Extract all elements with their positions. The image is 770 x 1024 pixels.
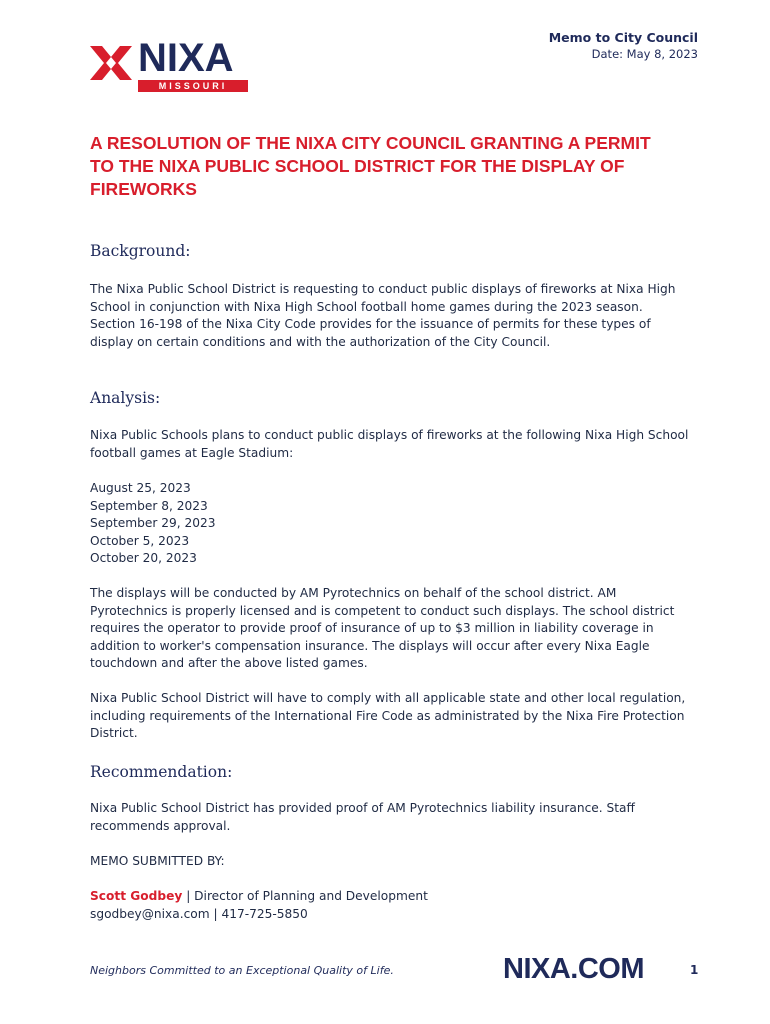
date-item: September 29, 2023 [90,516,216,530]
nixa-star-icon [88,40,134,86]
analysis-heading: Analysis: [90,389,161,407]
background-heading: Background: [90,242,191,260]
date-item: October 20, 2023 [90,551,197,565]
date-item: August 25, 2023 [90,481,191,495]
resolution-title: A RESOLUTION OF THE NIXA CITY COUNCIL GRANTING A PERMIT TO THE NIXA PUBLIC SCHOOL DISTRICT FOR THE DISPLAY OF FIREWORKS [90,133,651,199]
fireworks-date-list [90,480,216,568]
submitted-by-label: MEMO SUBMITTED BY: [90,854,225,868]
footer-tagline: Neighbors Committed to an Exceptional Quality of Life. [90,964,394,977]
nixa-logo [88,36,252,96]
memo-date: Date: May 8, 2023 [591,47,698,61]
memo-title: Memo to City Council [548,30,698,45]
date-item: September 8, 2023 [90,498,208,513]
date-item: October 5, 2023 [90,533,190,548]
memo-header [549,30,698,62]
background-text: The Nixa Public School District is requesting to conduct public displays of fireworks at Nixa High School in conjunction with Nixa High School football home games during the 2023 season. Section 16-198 of the Nixa City Code provides for the issuance of permits for these types of display on certain conditions and with the authorization of the City Council. [90,282,676,349]
analysis-paragraph-3: Nixa Public School District will have to comply with all applicable state and other local regulation, including requirements of the International Fire Code as administrated by the Nixa Fire Protection District. [90,691,686,740]
recommendation-heading: Recommendation: [90,763,233,781]
logo-wordmark: NIXA [138,36,234,80]
signer-block [90,888,428,923]
recommendation-text: Nixa Public School District has provided proof of AM Pyrotechnics liability insurance. Staff recommends approval. [90,801,635,833]
footer-website: NIXA.COM [503,953,644,985]
logo-state-bar: MISSOURI [138,80,248,92]
analysis-intro: Nixa Public Schools plans to conduct public displays of fireworks at the following Nixa High School football games at Eagle Stadium: [90,428,689,460]
signer-name: Scott Godbey [90,889,183,903]
signer-separator: | [186,889,191,903]
signer-contact: sgodbey@nixa.com | 417-725-5850 [90,906,308,921]
signer-title: Director of Planning and Development [194,889,428,903]
analysis-paragraph-2: The displays will be conducted by AM Pyrotechnics on behalf of the school district. AM Pyrotechnics is properly licensed and is competent to conduct such displays. The school district requires the operator to provide proof of insurance of up to $3 million in liability coverage in addition to worker's compensation insurance. The displays will occur after every Nixa Eagle touchdown and after the above listed games. [90,586,675,670]
page-number: 1 [690,963,699,977]
